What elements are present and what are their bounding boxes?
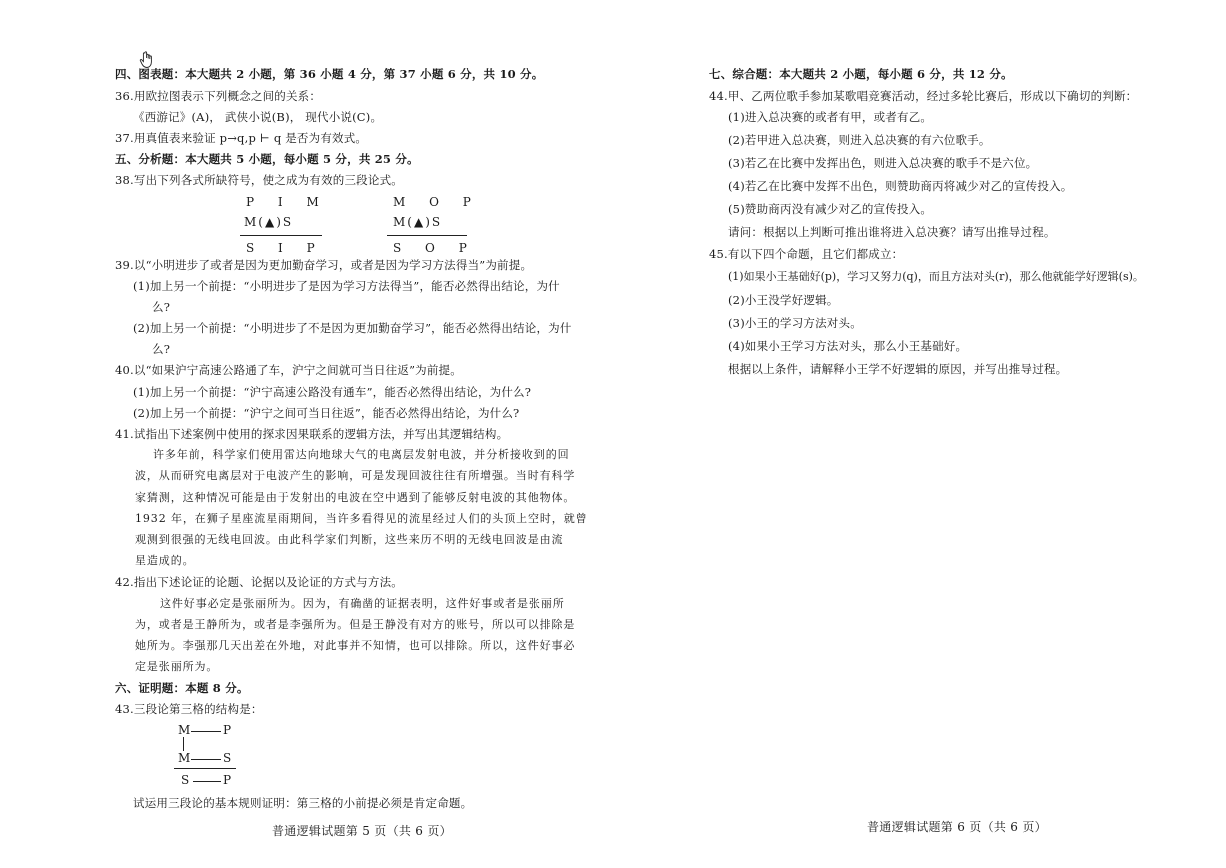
question-41: 41.试指出下述案例中使用的探求因果联系的逻辑方法，并写出其逻辑结构。 [115,427,509,441]
fig-rule [174,768,236,769]
question-39-part-2: (2)加上另一个前提：“小明进步了不是因为更加勤奋学习”，能否必然得出结论，为什 [133,321,572,335]
question-45-ask: 根据以上条件，请解释小王学不好逻辑的原因，并写出推导过程。 [728,362,1068,376]
fig-s3: S [181,773,190,787]
fig-p3: P [223,773,232,787]
question-39-part-1: (1)加上另一个前提：“小明进步了是因为学习方法得当”，能否必然得出结论，为什 [133,279,560,293]
question-44: 44.甲、乙两位歌手参加某歌唱竞赛活动，经过多轮比赛后，形成以下确切的判断： [709,89,1138,103]
section-6-heading: 六、证明题：本题 8 分。 [115,681,249,695]
question-42: 42.指出下述论证的论题、论据以及论证的方式与方法。 [115,575,403,589]
question-44-item-1: (1)进入总决赛的或者有甲，或者有乙。 [728,110,933,124]
question-45-item-3: (3)小王的学习方法对头。 [728,316,862,330]
question-36-concepts: 《西游记》(A)， 武侠小说(B)， 现代小说(C)。 [133,110,383,124]
question-44-item-2: (2)若甲进入总决赛，则进入总决赛的有六位歌手。 [728,133,991,147]
case-41-line-5: 观测到很强的无线电回波。由此科学家们判断，这些来历不明的无线电回波是由流 [135,533,564,546]
fig-vertical-link [183,737,184,751]
case-41-line-4: 1932 年，在狮子星座流星雨期间，当许多看得见的流星经过人们的头顶上空时，就曾 [135,512,588,525]
fig-link-1 [191,731,221,732]
section-5-heading: 五、分析题：本大题共 5 小题，每小题 5 分，共 25 分。 [115,152,419,166]
syllogism-1-rule [240,235,322,236]
case-42-line-4: 定是张丽所为。 [135,660,219,673]
syllogism-2-major: M O P [393,195,481,209]
question-39-part-2-cont: 么? [152,342,171,356]
question-44-item-3: (3)若乙在比赛中发挥出色，则进入总决赛的歌手不是六位。 [728,156,1038,170]
syllogism-2-conclusion: S O P [393,241,477,255]
case-42-line-2: 为，或者是王静所为，或者是李强所为。但是王静没有对方的账号，所以可以排除是 [135,618,576,631]
case-42-line-1: 这件好事必定是张丽所为。因为，有确凿的证据表明，这件好事或者是张丽所 [160,597,565,610]
syllogism-1-major: P I M [246,195,329,209]
section-7-heading: 七、综合题：本大题共 2 小题，每小题 6 分，共 12 分。 [709,67,1013,81]
case-41-line-3: 家猜测，这种情况可能是由于发射出的电波在空中遇到了能够反射电波的其他物体。 [135,491,576,504]
left-page-footer: 普通逻辑试题第 5 页（共 6 页） [272,824,452,838]
fig-m1: M [178,723,191,737]
question-39-part-1-cont: 么? [152,300,171,314]
question-37: 37.用真值表来验证 p→q,p ⊢ q 是否为有效式。 [115,131,368,145]
fig-s2: S [223,751,232,765]
fig-m2: M [178,751,191,765]
question-43: 43.三段论第三格的结构是： [115,702,263,716]
syllogism-2-minor: M(▲)S [393,215,443,229]
case-41-line-2: 波，从而研究电离层对于电波产生的影响，可是发现回波往往有所增强。当时有科学 [135,469,576,482]
section-4-heading: 四、图表题：本大题共 2 小题，第 36 小题 4 分，第 37 小题 6 分，共 10 分。 [115,67,544,81]
question-45-item-4: (4)如果小王学习方法对头，那么小王基础好。 [728,339,968,353]
syllogism-2-rule [387,235,467,236]
right-page-footer: 普通逻辑试题第 6 页（共 6 页） [867,820,1047,834]
fig-link-2 [191,759,221,760]
syllogism-1-minor: M(▲)S [244,215,294,229]
question-44-ask: 请问：根据以上判断可推出谁将进入总决赛？请写出推导过程。 [728,225,1056,239]
fig-p1: P [223,723,232,737]
question-43-task: 试运用三段论的基本规则证明：第三格的小前提必须是肯定命题。 [133,796,473,810]
question-45-item-2: (2)小王没学好逻辑。 [728,293,839,307]
question-40-part-1: (1)加上另一个前提：“沪宁高速公路没有通车”，能否必然得出结论，为什么? [133,385,532,399]
fig-link-3 [193,781,221,782]
question-39: 39.以“小明进步了或者是因为更加勤奋学习，或者是因为学习方法得当”为前提。 [115,258,533,272]
question-45-item-1: (1)如果小王基础好(p)，学习又努力(q)，而且方法对头(r)，那么他就能学好逻辑(s)。 [728,270,1144,283]
question-45: 45.有以下四个命题，且它们都成立： [709,247,904,261]
case-42-line-3: 她所为。李强那几天出差在外地，对此事并不知情，也可以排除。所以，这件好事必 [135,639,576,652]
question-44-item-4: (4)若乙在比赛中发挥不出色，则赞助商丙将减少对乙的宣传投入。 [728,179,1073,193]
question-40-part-2: (2)加上另一个前提：“沪宁之间可当日往返”，能否必然得出结论，为什么? [133,406,520,420]
question-38: 38.写出下列各式所缺符号，使之成为有效的三段论式。 [115,173,403,187]
question-44-item-5: (5)赞助商丙没有减少对乙的宣传投入。 [728,202,933,216]
question-36: 36.用欧拉图表示下列概念之间的关系： [115,89,322,103]
syllogism-1-conclusion: S I P [246,241,325,255]
question-40: 40.以“如果沪宁高速公路通了车，沪宁之间就可当日往返”为前提。 [115,363,462,377]
case-41-line-6: 星造成的。 [135,554,195,567]
case-41-line-1: 许多年前，科学家们使用雷达向地球大气的电离层发射电波，并分析接收到的回 [153,448,570,461]
